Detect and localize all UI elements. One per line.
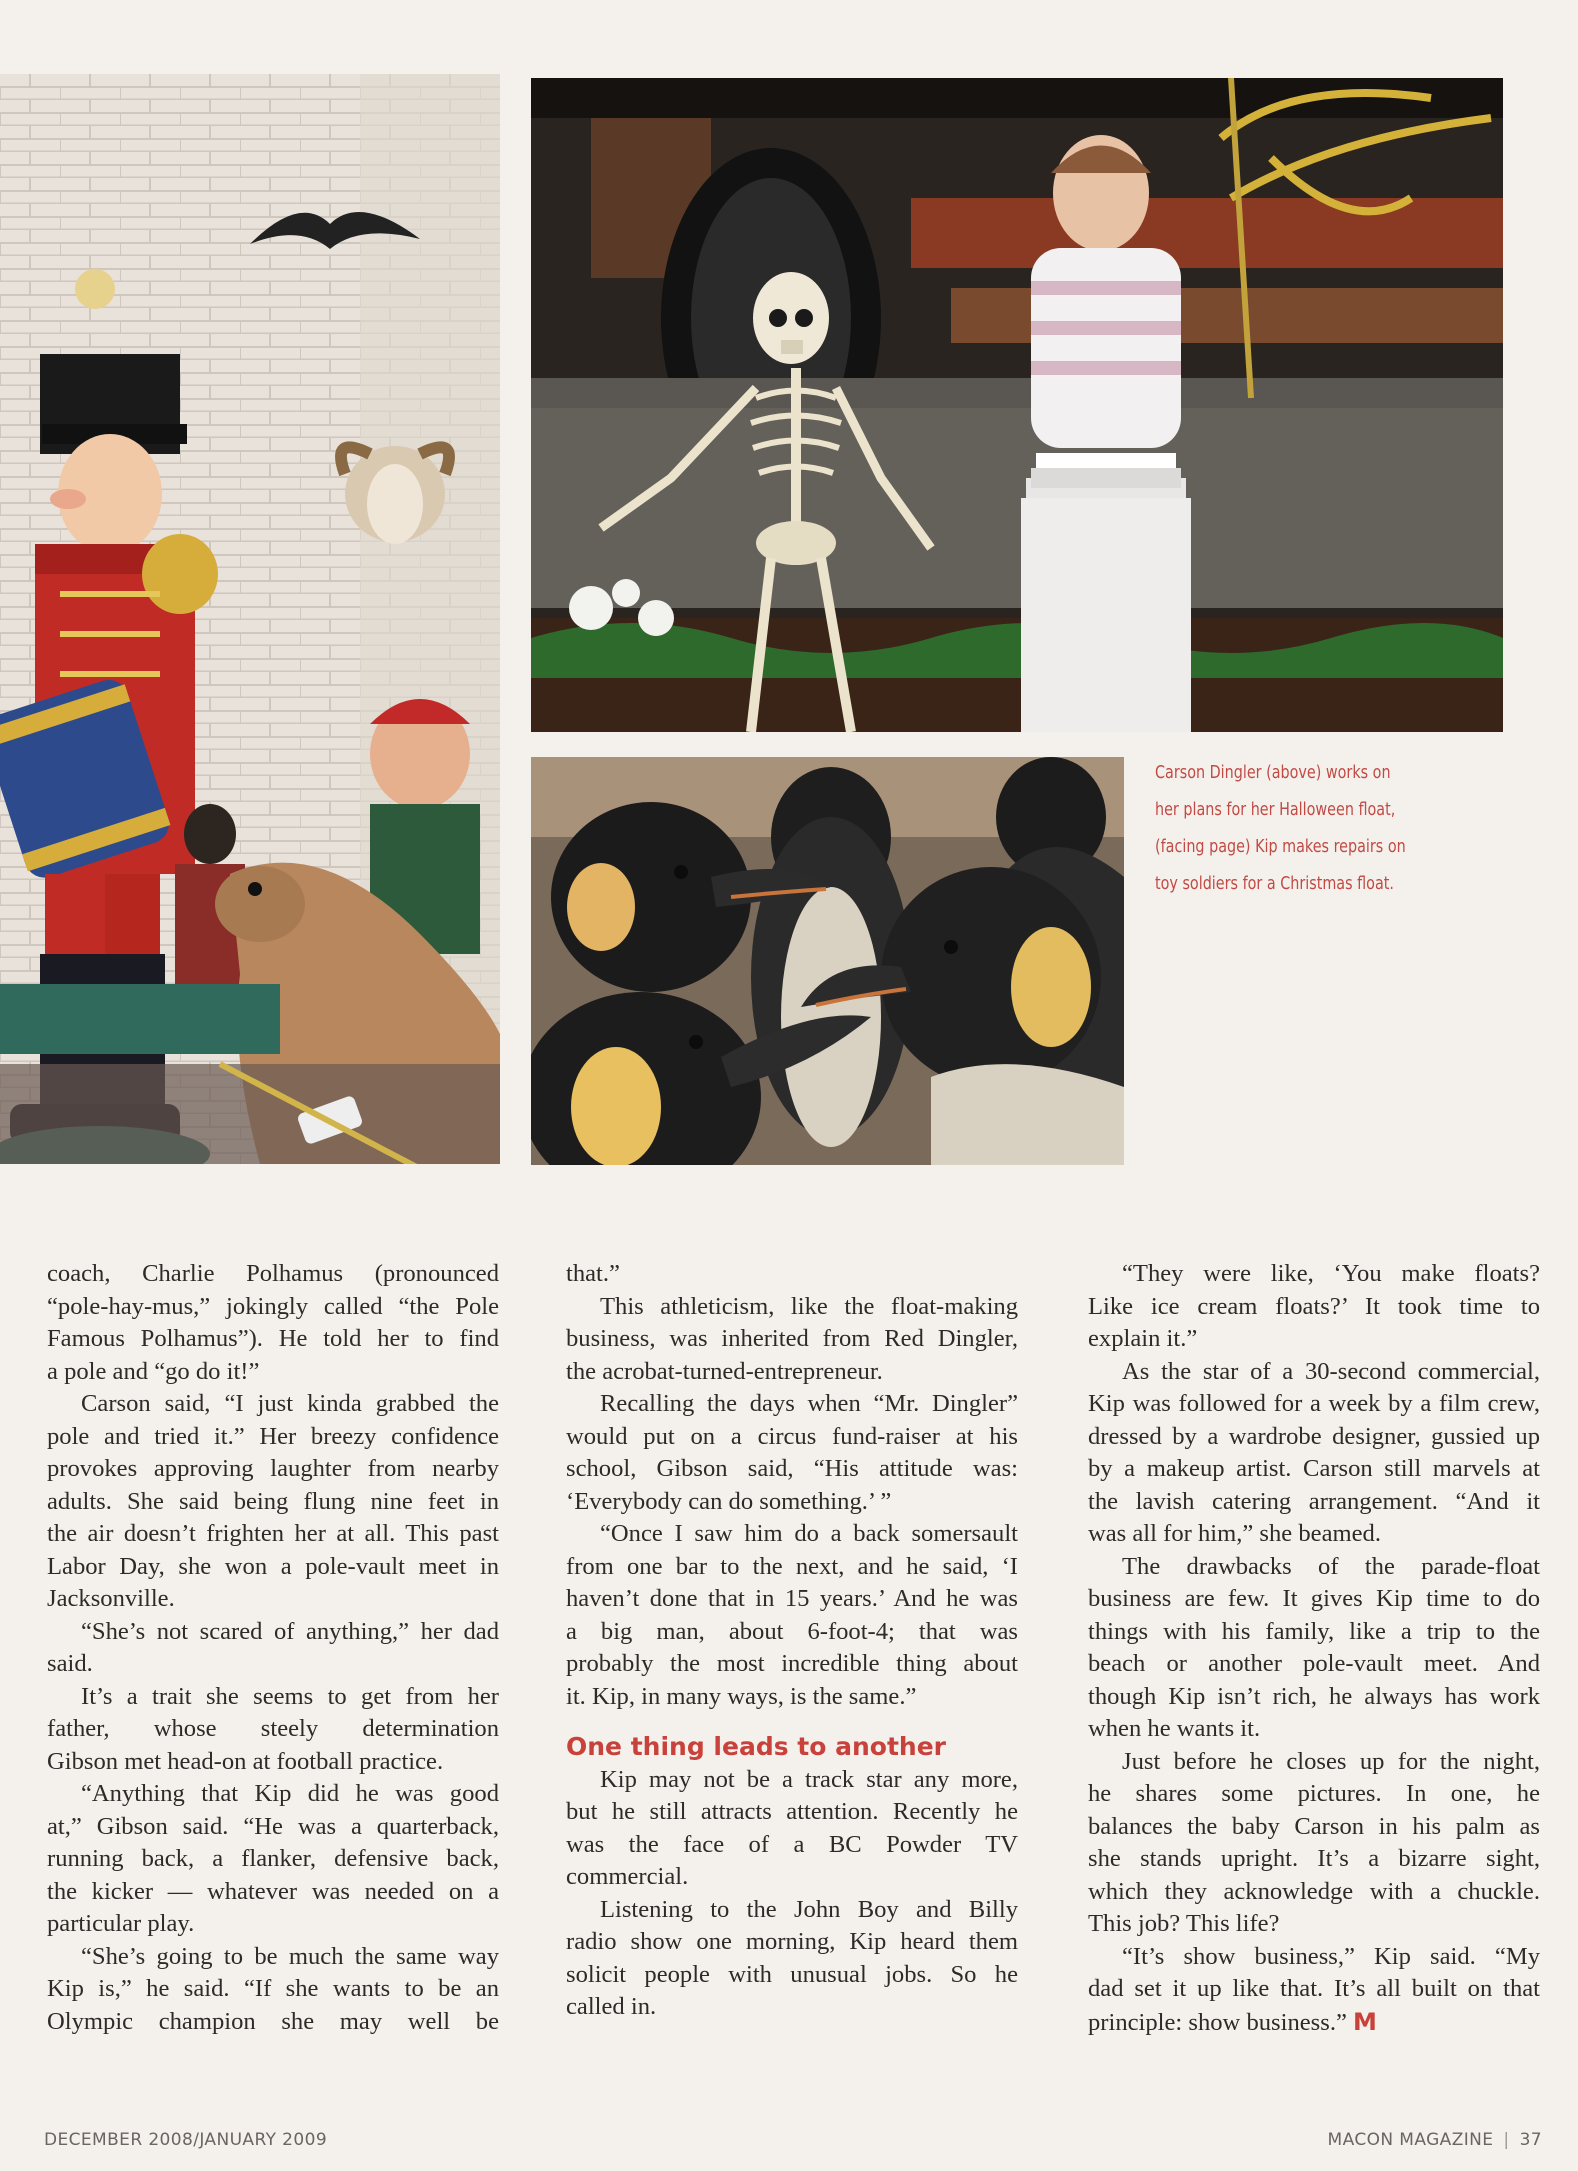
footer-magazine-name: MACON MAGAZINE (1327, 2130, 1494, 2150)
text-line: that.” (566, 1260, 620, 1287)
text-line: it. Kip, in many ways, is the same.” (566, 1682, 917, 1710)
page-number: 37 (1519, 2130, 1542, 2150)
text-line: from one bar to the next, and he said, ‘I (566, 1552, 1018, 1580)
text-line: As the star of a 30-second commercial, (1122, 1357, 1540, 1385)
caption-line: her plans for her Halloween float, (1155, 800, 1396, 820)
text-line: a big man, about 6-foot-4; that was (566, 1617, 1018, 1645)
footer-magazine-page (1328, 2130, 1542, 2150)
text-line: This job? This life? (1088, 1910, 1280, 1937)
text-line: Like ice cream floats?’ It took time to (1088, 1292, 1540, 1320)
text-line: business are few. It gives Kip time to do (1088, 1585, 1540, 1612)
text-line: he shares some pictures. In one, he (1088, 1780, 1540, 1807)
text-line: It’s a trait she seems to get from her (81, 1682, 499, 1710)
text-line: which they acknowledge with a chuckle. (1088, 1877, 1540, 1905)
text-line: things with his family, like a trip to the (1088, 1617, 1540, 1645)
text-line: pole and tried it.” Her breezy confidence (47, 1422, 499, 1450)
text-line: but he still attracts attention. Recently he (566, 1798, 1018, 1825)
text-line: said. (47, 1650, 93, 1677)
text-line: coach, Charlie Polhamus (pronounced (47, 1260, 499, 1287)
text-line: Recalling the days when “Mr. Dingler” (600, 1390, 1018, 1417)
text-line: dressed by a wardrobe designer, gussied up (1088, 1422, 1540, 1450)
text-line: provokes approving laughter from nearby (47, 1455, 499, 1482)
article-column-1 (47, 1258, 499, 2038)
text-line: particular play. (47, 1910, 195, 1937)
text-line: dad set it up like that. It’s all built on that (1088, 1975, 1540, 2002)
text-line: by a makeup artist. Carson still marvels at (1088, 1455, 1540, 1482)
caption-line: toy soldiers for a Christmas float. (1155, 874, 1394, 894)
text-line: Carson said, “I just kinda grabbed the (81, 1390, 499, 1417)
text-line: when he wants it. (1088, 1715, 1261, 1742)
text-line: “They were like, ‘You make floats? (1122, 1260, 1540, 1287)
text-line: haven’t done that in 15 years.’ And he was (566, 1585, 1018, 1612)
text-line: commercial. (566, 1863, 689, 1890)
text-line: the air doesn’t frighten her at all. This past (47, 1520, 499, 1547)
photo-penguins (531, 757, 1124, 1165)
text-line: “pole-hay-mus,” jokingly called “the Pole (47, 1292, 499, 1320)
text-line: probably the most incredible thing about (566, 1650, 1018, 1677)
caption-line: (facing page) Kip makes repairs on (1155, 837, 1406, 857)
text-line: Listening to the John Boy and Billy (600, 1895, 1018, 1923)
text-line: “It’s show business,” Kip said. “My (1122, 1942, 1540, 1970)
text-line: school, Gibson said, “His attitude was: (566, 1455, 1018, 1482)
text-line: radio show one morning, Kip heard them (566, 1928, 1018, 1955)
text-line: ‘Everybody can do something.’ ” (566, 1487, 892, 1515)
text-line: called in. (566, 1993, 657, 2020)
section-subhead: One thing leads to another (566, 1732, 947, 1761)
text-line: though Kip isn’t rich, he always has work (1088, 1682, 1540, 1710)
photo-skeleton-girl (531, 78, 1503, 732)
text-line: the acrobat-turned-entrepreneur. (566, 1357, 883, 1385)
text-line: at,” Gibson said. “He was a quarterback, (47, 1812, 499, 1840)
photo-caption (1155, 755, 1426, 903)
article-column-2 (566, 1258, 1018, 2024)
photo-toy-soldier (0, 74, 500, 1164)
text-line: balances the baby Carson in his palm as (1088, 1812, 1540, 1840)
text-line: Gibson met head-on at football practice. (47, 1747, 444, 1775)
text-line: “She’s not scared of anything,” her dad (81, 1617, 499, 1645)
text-line: was all for him,” she beamed. (1088, 1520, 1381, 1547)
text-line (1088, 2006, 1540, 2039)
text-line: was the face of a BC Powder TV (566, 1830, 1018, 1858)
text-line: The drawbacks of the parade-float (1122, 1552, 1540, 1580)
text-line: would put on a circus fund-raiser at his (566, 1422, 1018, 1450)
text-line: Kip was followed for a week by a film crew, (1088, 1390, 1540, 1417)
text-line: Just before he closes up for the night, (1122, 1747, 1540, 1775)
text-line: she stands upright. It’s a bizarre sight, (1088, 1845, 1540, 1872)
text-line-content: principle: show business.” (1088, 2008, 1347, 2036)
text-line: adults. She said being flung nine feet in (47, 1487, 499, 1515)
text-line: beach or another pole-vault meet. And (1088, 1650, 1540, 1677)
text-line: Famous Polhamus”). He told her to find (47, 1325, 499, 1352)
text-line: the lavish catering arrangement. “And it (1088, 1487, 1540, 1515)
text-line: the kicker — whatever was needed on a (47, 1877, 499, 1905)
text-line: “She’s going to be much the same way (81, 1942, 499, 1970)
footer-separator: | (1503, 2130, 1510, 2150)
text-line: This athleticism, like the float-making (600, 1292, 1018, 1320)
text-line: “Anything that Kip did he was good (81, 1780, 499, 1807)
text-line: a pole and “go do it!” (47, 1357, 260, 1385)
text-line: Jacksonville. (47, 1585, 175, 1612)
text-line: father, whose steely determination (47, 1715, 499, 1742)
text-line: Labor Day, she won a pole-vault meet in (47, 1552, 499, 1580)
text-line: explain it.” (1088, 1325, 1198, 1352)
text-line: business, was inherited from Red Dingler, (566, 1325, 1018, 1352)
article-column-3 (1088, 1258, 1540, 2038)
text-line: Olympic champion she may well be (47, 2007, 499, 2035)
text-line: running back, a flanker, defensive back, (47, 1845, 499, 1872)
text-line: solicit people with unusual jobs. So he (566, 1960, 1018, 1988)
text-line: Kip may not be a track star any more, (600, 1765, 1018, 1793)
text-line: Kip is,” he said. “If she wants to be an (47, 1975, 499, 2002)
caption-line: Carson Dingler (above) works on (1155, 763, 1391, 783)
footer-issue-date: DECEMBER 2008/JANUARY 2009 (44, 2130, 328, 2150)
end-mark: M (1353, 2007, 1377, 2036)
text-line: “Once I saw him do a back somersault (600, 1520, 1018, 1547)
